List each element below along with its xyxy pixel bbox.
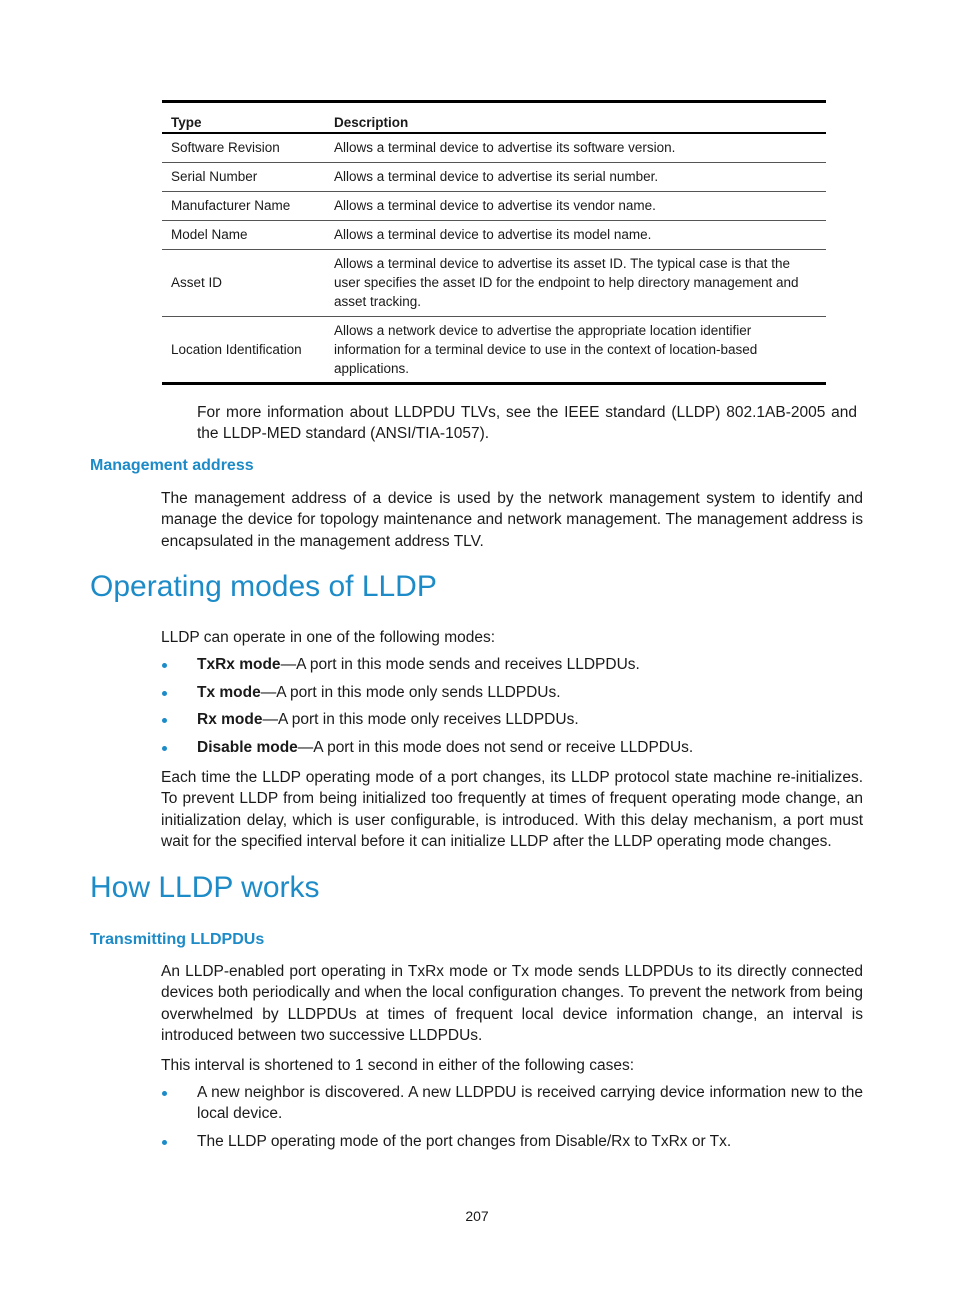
mode-description: —A port in this mode only sends LLDPDUs. <box>260 683 561 701</box>
operating-modes-list <box>161 654 863 758</box>
operating-modes-body: Each time the LLDP operating mode of a port changes, its LLDP protocol state machine re-initializes. To prevent LLDP from being initialized too frequently at times of frequent operating mode change, an initialization delay, which is user configurable, is introduced. With this delay mechanism, a port must wait for the specified interval before it can initialize LLDP after the LLDP operating mode changes. <box>161 769 863 850</box>
list-item <box>161 654 863 675</box>
operating-modes-heading: Operating modes of LLDP <box>90 570 437 603</box>
operating-modes-intro: LLDP can operate in one of the following modes: <box>161 629 496 646</box>
cell-type: Location Identification <box>171 341 302 357</box>
management-address-body: The management address of a device is used by the network management system to identify and manage the device for topology maintenance and network management. The management address is encapsulated in the management address TLV. <box>161 490 863 550</box>
table-row <box>162 162 826 191</box>
mode-term: Rx mode <box>197 711 263 729</box>
table-row <box>162 220 826 249</box>
column-header-type: Type <box>171 115 202 130</box>
column-header-description: Description <box>334 115 409 130</box>
table-row <box>162 316 826 383</box>
table-row <box>162 249 826 316</box>
tlv-table-wrapper <box>162 100 826 385</box>
mode-description: —A port in this mode only receives LLDPDUs. <box>262 711 579 729</box>
cell-type: Software Revision <box>171 140 280 156</box>
table-row <box>162 133 826 162</box>
list-item <box>161 709 863 730</box>
cell-description: Allows a terminal device to advertise its serial number. <box>334 169 659 184</box>
list-item <box>161 737 863 758</box>
how-lldp-works-heading: How LLDP works <box>90 871 320 904</box>
cell-type: Asset ID <box>171 275 223 290</box>
case-text: A new neighbor is discovered. A new LLDPDU is received carrying device information new to the local device. <box>197 1084 863 1123</box>
bullet-icon <box>162 718 167 723</box>
table-row <box>162 191 826 220</box>
mode-term: Disable mode <box>197 738 298 756</box>
mode-description: —A port in this mode sends and receives LLDPDUs. <box>280 656 640 673</box>
cell-type: Serial Number <box>171 169 258 184</box>
management-address-heading: Management address <box>90 457 254 474</box>
list-item <box>161 1082 863 1125</box>
table-header-row <box>162 102 826 134</box>
bullet-icon <box>162 1140 167 1145</box>
mode-term: TxRx mode <box>197 656 281 673</box>
tlv-table <box>162 100 826 385</box>
mode-description: —A port in this mode does not send or receive LLDPDUs. <box>297 738 694 756</box>
bullet-icon <box>162 1091 167 1096</box>
cell-description: Allows a terminal device to advertise its asset ID. The typical case is that the user specifies the asset ID for the endpoint to help directory management and asset tracking. <box>334 256 799 309</box>
mode-term: Tx mode <box>197 683 261 701</box>
cell-type: Model Name <box>171 227 248 242</box>
tlv-note: For more information about LLDPDU TLVs, see the IEEE standard (LLDP) 802.1AB-2005 and the LLDP-MED standard (ANSI/TIA-1057). <box>197 404 857 443</box>
list-item <box>161 682 863 703</box>
case-text: The LLDP operating mode of the port changes from Disable/Rx to TxRx or Tx. <box>197 1132 732 1150</box>
cell-description: Allows a terminal device to advertise its software version. <box>334 140 676 156</box>
cell-description: Allows a terminal device to advertise its vendor name. <box>334 198 656 213</box>
list-item <box>161 1131 863 1152</box>
cell-description: Allows a terminal device to advertise its model name. <box>334 227 652 242</box>
transmitting-body: An LLDP-enabled port operating in TxRx mode or Tx mode sends LLDPDUs to its directly connected devices both periodically and when the local configuration changes. To prevent the network from being overwhelmed by LLDPDUs at times of frequent local device information change, an interval is introduced between two successive LLDPDUs. <box>161 963 863 1044</box>
bullet-icon <box>162 663 167 668</box>
cell-description: Allows a network device to advertise the appropriate location identifier information for a terminal device to use in the context of location-based applications. <box>334 322 758 376</box>
transmitting-cases-list <box>161 1082 863 1152</box>
transmitting-intro: This interval is shortened to 1 second in either of the following cases: <box>161 1057 635 1074</box>
bullet-icon <box>162 691 167 696</box>
cell-type: Manufacturer Name <box>171 198 291 213</box>
page-number: 207 <box>465 1208 489 1224</box>
transmitting-lldpdus-heading: Transmitting LLDPDUs <box>90 931 265 948</box>
bullet-icon <box>162 746 167 751</box>
